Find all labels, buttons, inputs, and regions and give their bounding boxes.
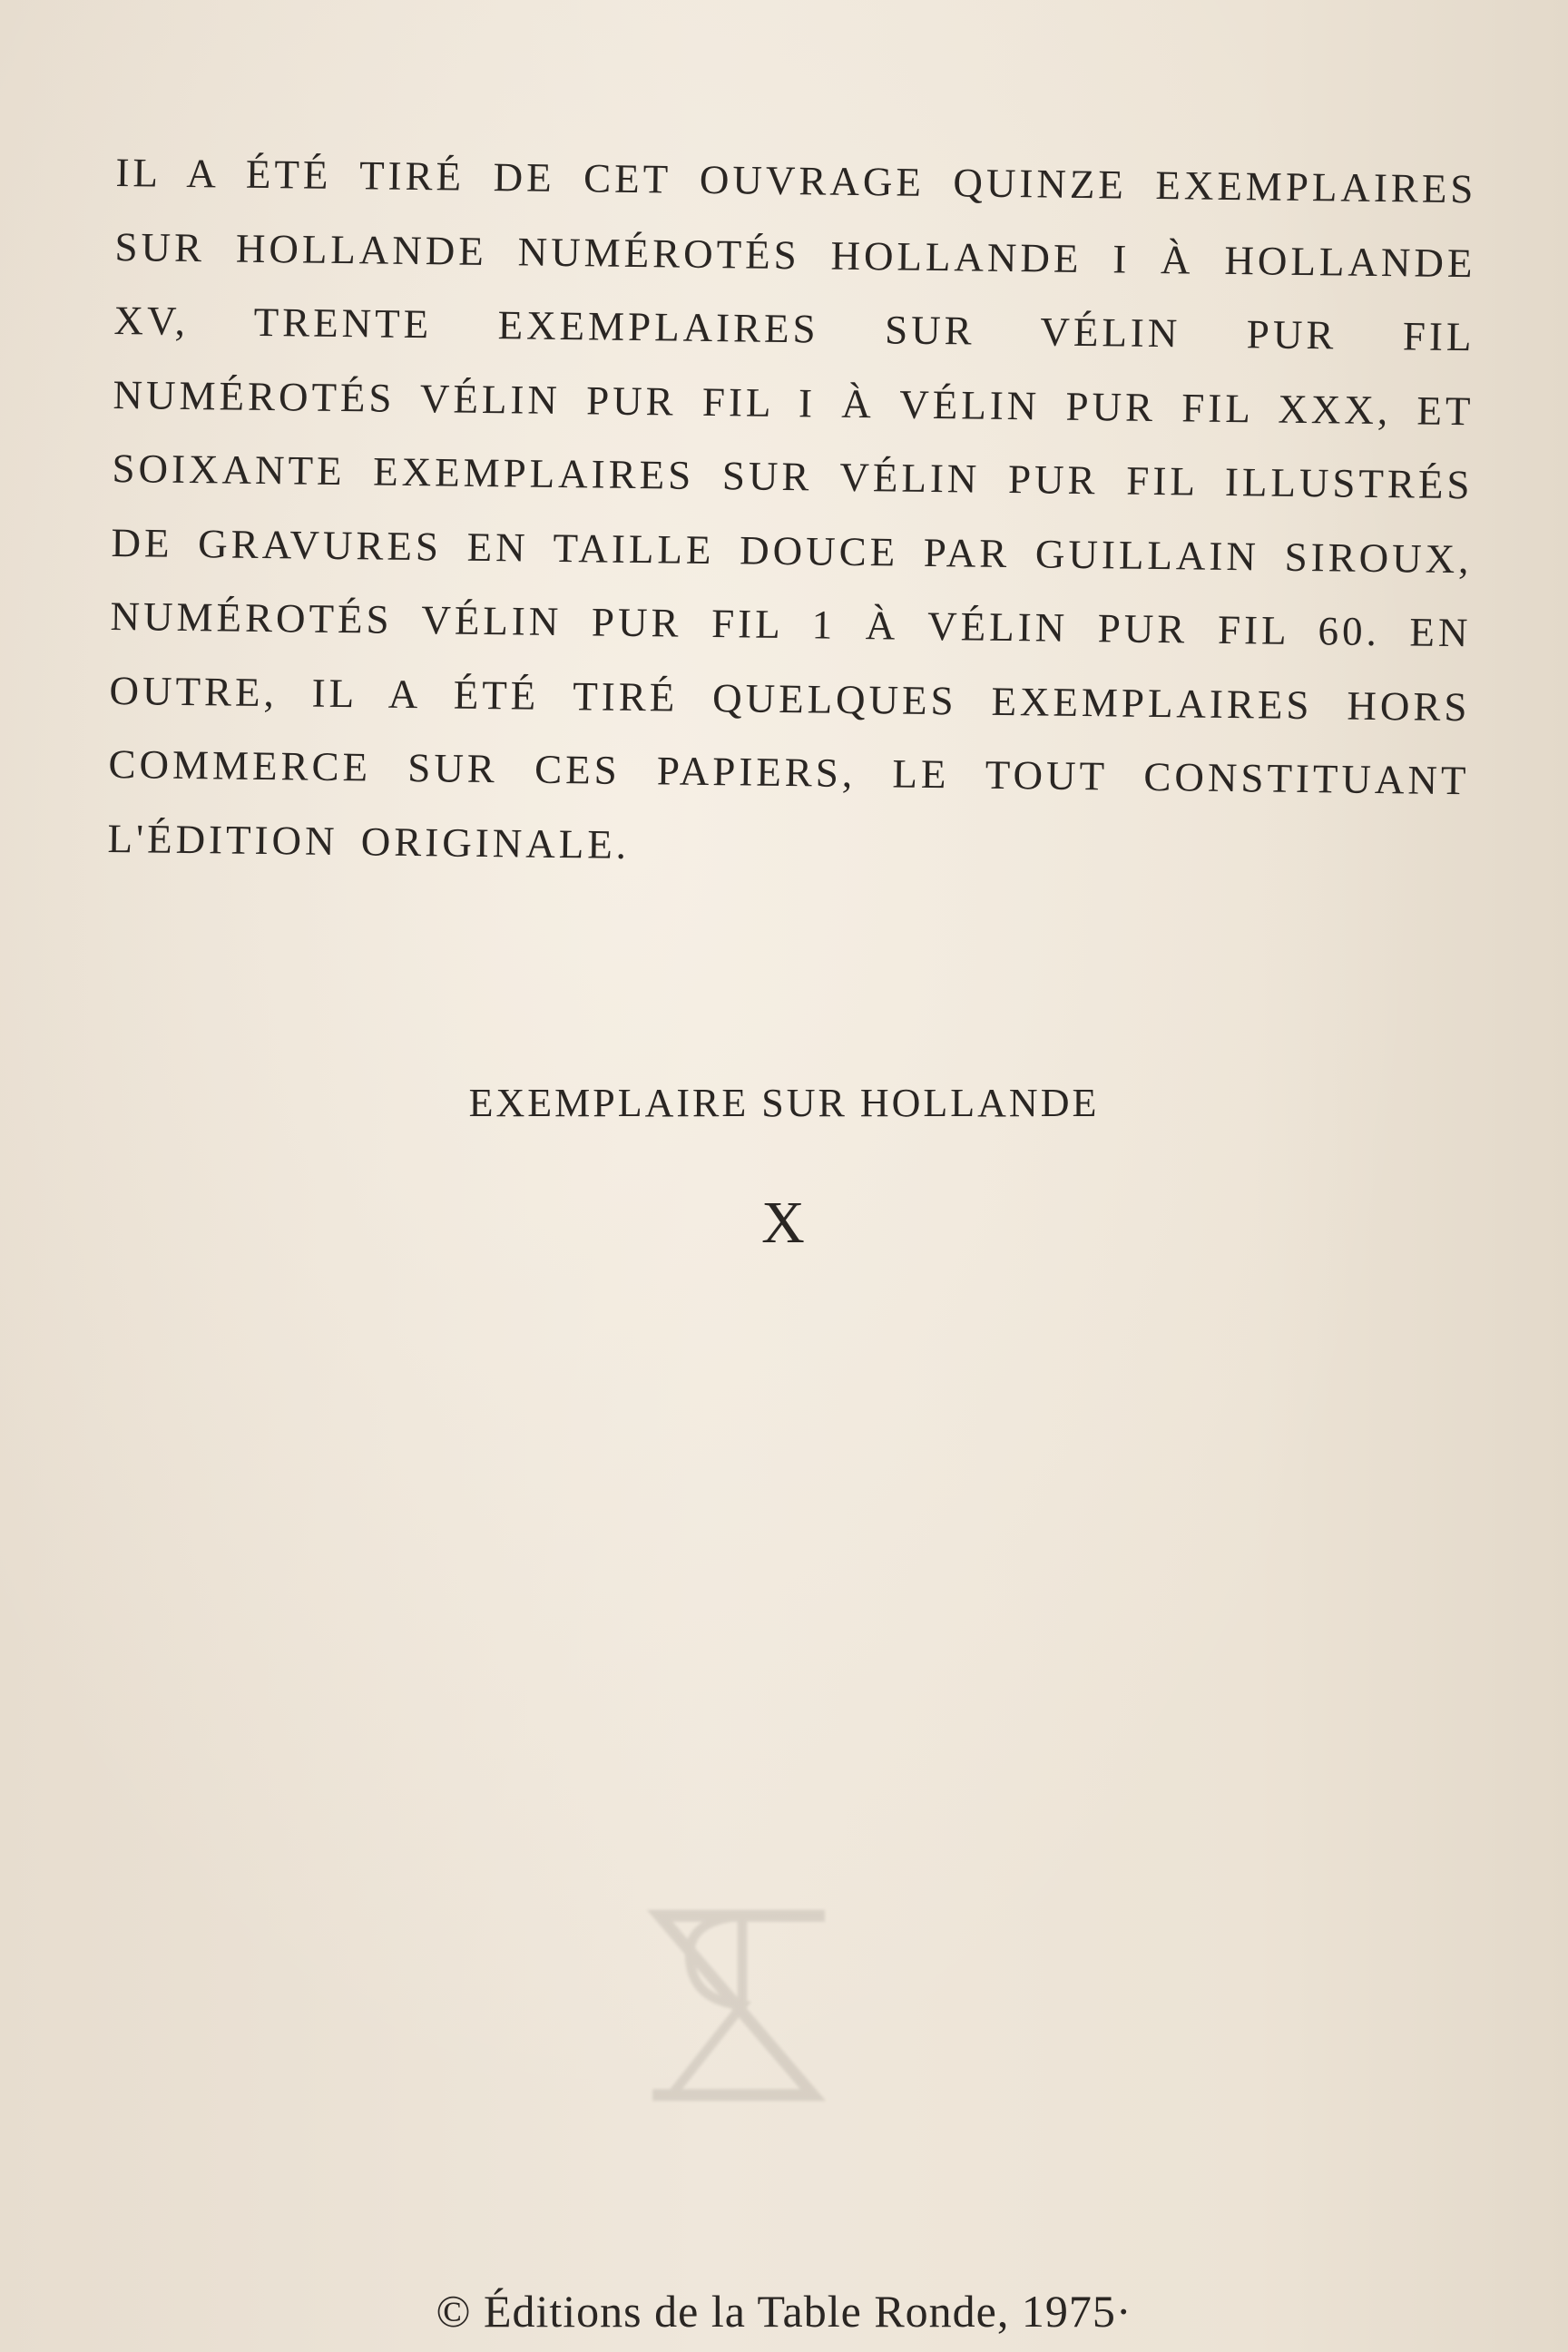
- limitation-notice: IL A ÉTÉ TIRÉ DE CET OUVRAGE QUINZE EXEMPLAIRES SUR HOLLANDE NUMÉROTÉS HOLLANDE I À HOLLANDE XV, TRENTE EXEMPLAIRES SUR VÉLIN PUR FIL NUMÉROTÉS VÉLIN PUR FIL I À VÉLIN PUR FIL XXX, ET SOIXANTE EXEMPLAIRES SUR VÉLIN PUR FIL ILLUSTRÉS DE GRAVURES EN TAILLE DOUCE PAR GUILLAIN SIROUX, NUMÉROTÉS VÉLIN PUR FIL 1 À VÉLIN PUR FIL 60. EN OUTRE, IL A ÉTÉ TIRÉ QUELQUES EXEMPLAIRES HORS COMMERCE SUR CES PAPIERS, LE TOUT CONSTITUANT L'ÉDITION ORIGINALE.: [107, 149, 1477, 867]
- copy-label: EXEMPLAIRE SUR HOLLANDE: [468, 1081, 1100, 1125]
- copyright-line: © Éditions de la Table Ronde, 1975·: [436, 2286, 1132, 2337]
- copy-number: X: [761, 1190, 807, 1256]
- publisher-monogram-icon: [624, 1887, 860, 2123]
